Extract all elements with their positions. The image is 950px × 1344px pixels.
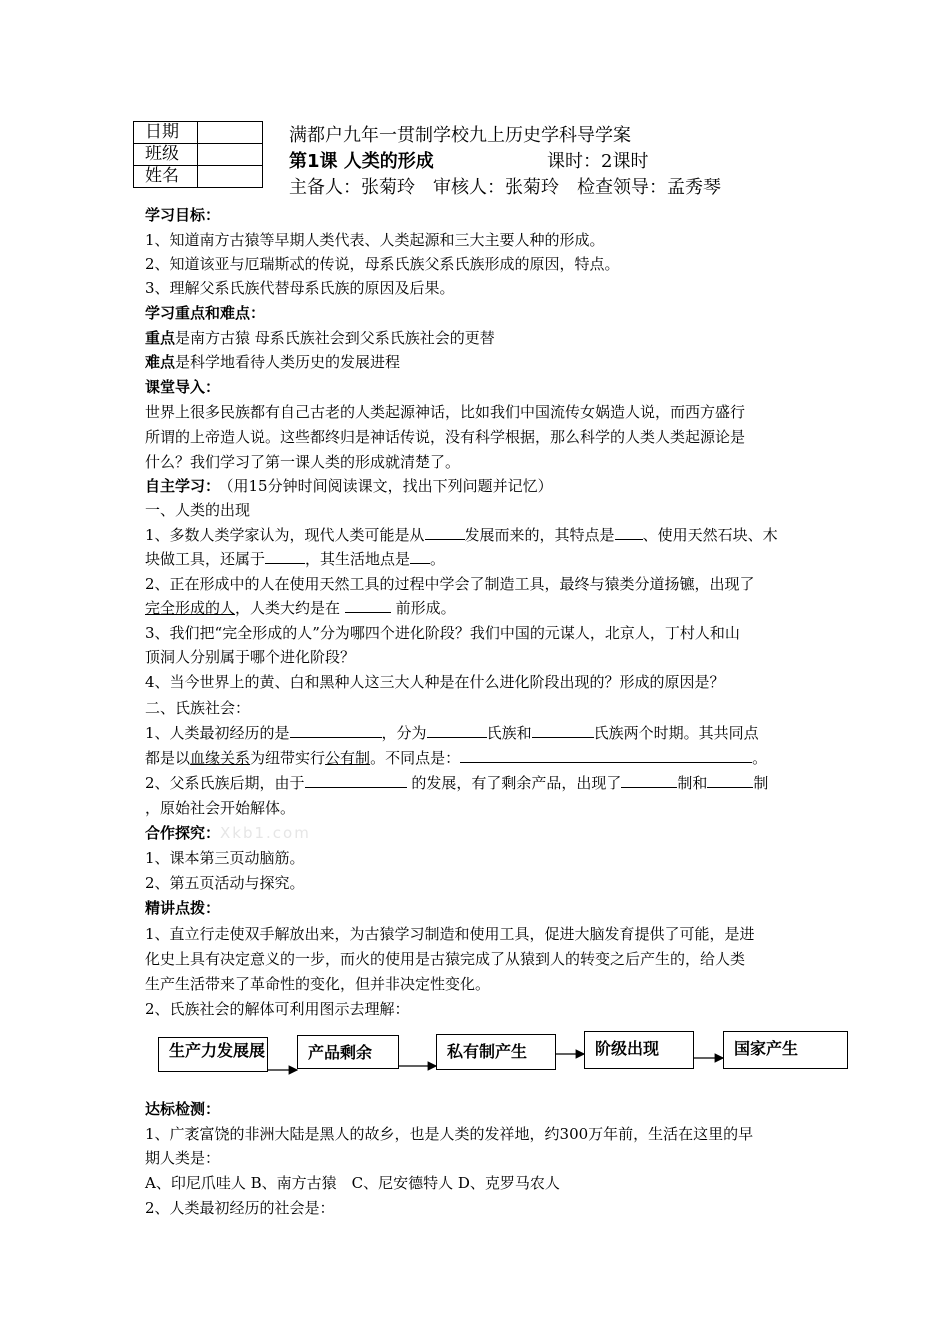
question-3: 3、我们把“完全形成的人”分为哪四个进化阶段？我们中国的元谋人，北京人，丁村人和山: [145, 624, 740, 642]
question-text: 氏族两个时期。其共同点: [593, 724, 759, 742]
question-text: 。不同点是：: [370, 749, 461, 767]
watermark: Xkb1.com: [220, 824, 311, 842]
s2-question-2-cont: ，原始社会开始解体。: [145, 799, 296, 817]
question-text: 2、父系氏族后期，由于: [145, 774, 305, 792]
question-2: 2、正在形成中的人在使用天然工具的过程中学会了制造工具，最终与猿类分道扬镳，出现了: [145, 575, 755, 593]
explain-line: 2、氏族社会的解体可利用图示去理解：: [145, 1000, 410, 1018]
question-3-cont: 顶洞人分别属于哪个进化阶段？: [145, 648, 356, 666]
explain-line: 1、直立行走使双手解放出来，为古猿学习制造和使用工具，促进大脑发育提供了可能，是进: [145, 925, 755, 943]
question-text: 制: [753, 774, 769, 792]
goal-item: 1、知道南方古猿等早期人类代表、人类起源和三大主要人种的形成。: [145, 231, 605, 249]
question-text: ，人类大约是在: [235, 599, 345, 617]
test-question-2: 2、人类最初经历的社会是：: [145, 1199, 335, 1217]
key-label: 重点: [145, 329, 176, 347]
self-study-heading: 自主学习：: [145, 477, 221, 495]
underlined-term: 血缘关系: [190, 749, 251, 767]
intro-line: 所谓的上帝造人说。这些都终归是神话传说，没有科学根据，那么科学的人类人类起源论是: [145, 428, 746, 446]
question-4: 4、当今世界上的黄、白和黑种人这三大人种是在什么进化阶段出现的？形成的原因是？: [145, 673, 725, 691]
question-text: 。: [752, 749, 768, 767]
intro-line: 世界上很多民族都有自己古老的人类起源神话，比如我们中国流传女娲造人说，而西方盛行: [145, 403, 746, 421]
key-text: 是南方古猿 母系氏族社会到父系氏族社会的更替: [175, 329, 495, 347]
test-heading: 达标检测：: [145, 1100, 221, 1118]
question-text: 。: [430, 550, 446, 568]
flow-box-private-ownership: 私有制产生: [436, 1034, 556, 1070]
underlined-term: 公有制: [325, 749, 371, 767]
question-text: 发展而来的，其特点是: [464, 526, 615, 544]
keypoints-heading: 学习重点和难点：: [145, 304, 266, 322]
explain-line: 化史上具有决定意义的一步，而火的使用是古猿完成了从猿到人的转变之后产生的，给人类: [145, 950, 746, 968]
test-question-1-cont: 期人类是：: [145, 1149, 221, 1167]
self-study-note: （用15分钟时间阅读课文，找出下列问题并记忆）: [226, 477, 553, 495]
lesson-title: 第1课 人类的形成: [289, 151, 434, 172]
flow-box-surplus: 产品剩余: [297, 1035, 399, 1069]
intro-line: 什么？我们学习了第一课人类的形成就清楚了。: [145, 453, 461, 471]
intro-heading: 课堂导入：: [145, 378, 221, 396]
lesson-period: 课时：2课时: [547, 151, 649, 172]
difficult-label: 难点: [145, 353, 176, 371]
question-text: 氏族和: [486, 724, 532, 742]
question-text: ，其生活地点是: [305, 550, 411, 568]
question-text: 为纽带实行: [250, 749, 326, 767]
question-text: 都是以: [145, 749, 191, 767]
flow-box-state: 国家产生: [723, 1031, 848, 1069]
class-label: 班级: [134, 144, 198, 166]
goal-item: 3、理解父系氏族代替母系氏族的原因及后果。: [145, 279, 455, 297]
coop-item: 2、第五页活动与探究。: [145, 874, 305, 892]
explain-line: 生产生活带来了革命性的变化，但并非决定性变化。: [145, 975, 491, 993]
question-text: ，分为: [381, 724, 427, 742]
question-text: 制和: [677, 774, 708, 792]
coop-item: 1、课本第三页动脑筋。: [145, 849, 305, 867]
flow-box-productivity: 生产力发展展: [158, 1037, 268, 1072]
question-text: 1、人类最初经历的是: [145, 724, 290, 742]
goals-heading: 学习目标：: [145, 206, 221, 224]
underlined-term: 完全形成的人: [145, 599, 236, 617]
date-label: 日期: [134, 122, 198, 144]
question-text: 块做工具，还属于: [145, 550, 266, 568]
test-options: A、印尼爪哇人 B、南方古猿 C、尼安德特人 D、克罗马农人: [145, 1174, 560, 1192]
school-title: 满都户九年一贯制学校九上历史学科导学案: [289, 125, 631, 146]
coop-heading: 合作探究：: [145, 824, 221, 842]
explain-heading: 精讲点拨：: [145, 899, 221, 917]
question-text: 、使用天然石块、木: [642, 526, 778, 544]
flow-box-classes: 阶级出现: [584, 1031, 694, 1069]
difficult-text: 是科学地看待人类历史的发展进程: [175, 353, 401, 371]
goal-item: 2、知道该亚与厄瑞斯忒的传说，母系氏族父系氏族形成的原因，特点。: [145, 255, 620, 273]
question-text: 1、多数人类学家认为，现代人类可能是从: [145, 526, 425, 544]
staff-line: 主备人：张菊玲 审核人：张菊玲 检查领导：孟秀琴: [289, 177, 721, 198]
test-question-1: 1、广袤富饶的非洲大陆是黑人的故乡，也是人类的发祥地，约300万年前，生活在这里的早: [145, 1125, 754, 1143]
section2-title: 二、氏族社会：: [145, 699, 251, 717]
name-label: 姓名: [134, 166, 198, 188]
question-text: 前形成。: [390, 599, 456, 617]
section1-title: 一、人类的出现: [145, 501, 251, 519]
question-text: 的发展，有了剩余产品，出现了: [406, 774, 622, 792]
